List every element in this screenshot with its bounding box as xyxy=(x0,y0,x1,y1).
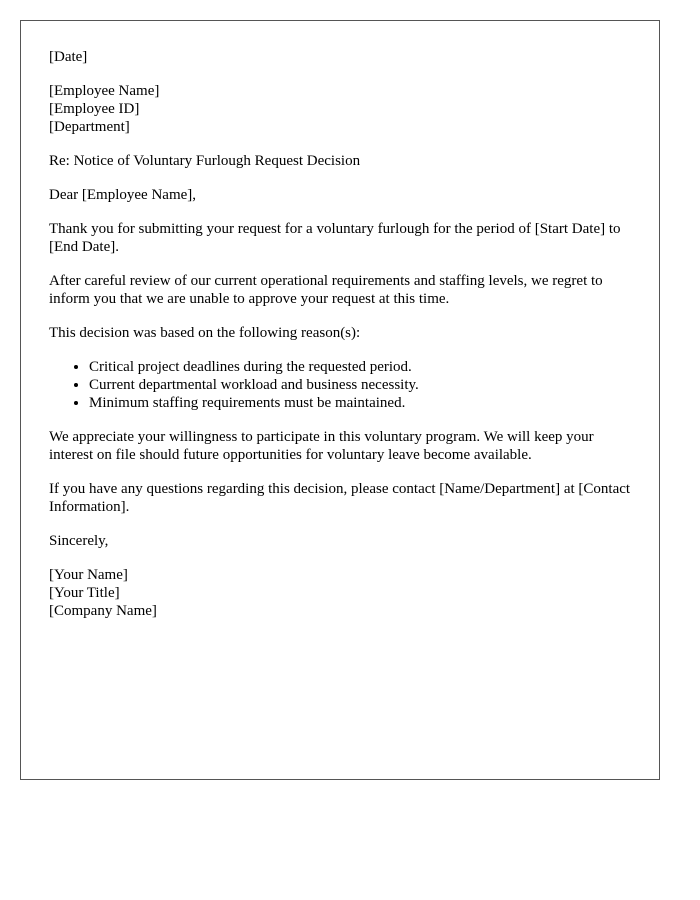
paragraph-reasons-intro: This decision was based on the following reason(s): xyxy=(49,325,361,341)
letter-date: [Date] xyxy=(49,49,88,65)
subject-line: Re: Notice of Voluntary Furlough Request Decision xyxy=(49,153,361,169)
recipient-name: [Employee Name] xyxy=(49,83,160,99)
recipient-id: [Employee ID] xyxy=(49,101,140,117)
signature-company: [Company Name] xyxy=(49,603,157,619)
date-line xyxy=(49,48,631,66)
reasons-list xyxy=(49,358,631,412)
signature-title: [Your Title] xyxy=(49,585,120,601)
salutation: Dear [Employee Name], xyxy=(49,187,197,203)
closing: Sincerely, xyxy=(49,533,109,549)
reason-item: • Minimum staffing requirements must be maintained. xyxy=(89,394,631,412)
recipient-department: [Department] xyxy=(49,119,130,135)
reason-item: • Critical project deadlines during the requested period. xyxy=(89,358,631,376)
signature-block xyxy=(49,566,631,620)
paragraph-appreciation: We appreciate your willingness to participate in this voluntary program. We will keep your interest on file should future opportunities for voluntary leave become available. xyxy=(49,429,594,463)
paragraph-request-ack: Thank you for submitting your request for a voluntary furlough for the period of [Start Date] to [End Date]. xyxy=(49,221,621,255)
signature-name: [Your Name] xyxy=(49,567,128,583)
recipient-block xyxy=(49,82,631,136)
paragraph-decision: After careful review of our current operational requirements and staffing levels, we regret to inform you that we are unable to approve your request at this time. xyxy=(49,273,603,307)
letter-page xyxy=(20,20,660,780)
reason-item: • Current departmental workload and business necessity. xyxy=(89,376,631,394)
paragraph-contact: If you have any questions regarding this decision, please contact [Name/Department] at [Contact Information]. xyxy=(49,481,631,515)
